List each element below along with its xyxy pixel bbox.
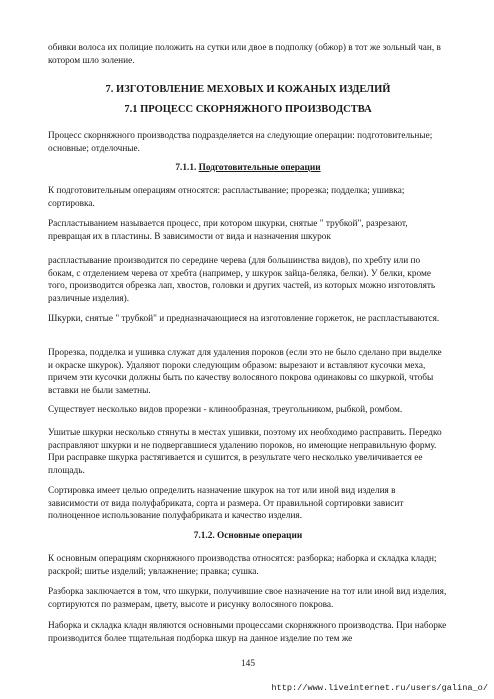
intro-paragraph: обивки волоса их полицие положить на сутки или двое в подполку (обжор) в тот же зольный чан, в котором шло золение. <box>48 43 441 66</box>
naborka-paragraph: Наборка и складка кладн являются основными процессами скорняжного производства. При наборке производится более тщательная подборка шкур на данное изделие по тем же <box>48 621 447 644</box>
prep-heading-number: 7.1.1. <box>175 163 199 173</box>
footer-url-link[interactable]: http://www.liveinternet.ru/users/galina_o/ <box>271 683 488 693</box>
main-operations-heading <box>48 530 448 543</box>
section-heading: 7. ИЗГОТОВЛЕНИЕ МЕХОВЫХ И КОЖАНЫХ ИЗДЕЛИЙ <box>105 84 391 95</box>
rasplast-paragraph-2: распластывание производится по середине черева (для большинства видов), по хребту или по бокам, с отделением черева от хребта (например, у шкурок зайца-беляка, белки). У белки, кроме того, производится обрезка лап, хвостов, головки и других частей, из которых можно изготовлять различные изделия). <box>48 256 436 304</box>
main-heading-title: Основные операции <box>217 531 303 541</box>
prorezka-paragraph: Прорезка, подделка и ушивка служат для удаления пороков (если это не было сделано при выделке и окраске шкурок). Удаляют пороки следующим образом: вырезают и вставляют кусочки меха, причем эти кусочки должны быть по качеству волосяного покрова одинаковы со шкуркой, чтобы вставки не были заметны. <box>48 348 442 396</box>
razborka-paragraph: Разборка заключается в том, что шкурки, получившие свое назначение на тот или иной вид изделия, сортируются по размерам, цвету, высоте и рисунку волосяного покрова. <box>48 587 447 610</box>
page-number: 145 <box>241 659 255 669</box>
prep-operations-heading <box>48 162 448 175</box>
prep-list-paragraph: К подготовительным операциям относятся: распластывание; прорезка; подделка; ушивка; сортировка. <box>48 186 405 209</box>
ushivka-paragraph: Ушитые шкурки несколько стянуты в местах ушивки, поэтому их необходимо расправить. Передко расправляют шкурки и не подвергавшиеся удалению пороков, но имеющие неправильную форму. При расправке шкурка растягивается и сушится, в результате чего несколько увеличивается ее площадь. <box>48 428 442 476</box>
main-list-paragraph: К основным операциям скорняжного производства относятся: разборка; наборка и складка кладн; раскрой; шитье изделий; увлажнение; правка; сушка. <box>48 554 437 577</box>
main-heading-number: 7.1.2. <box>193 531 217 541</box>
sorting-paragraph: Сортировка имеет целью определить назначение шкурок на тот или иной вид изделия в зависимости от вида полуфабриката, сорта и размера. От правильной сортировки зависит полноценное использование полуфабриката и качество изделия. <box>48 486 404 522</box>
prep-heading-title: Подготовительные операции <box>198 163 321 173</box>
rasplast-paragraph-1: Распластыванием называется процесс, при котором шкурки, снятые " трубкой", разрезают, превращая их в пластины. В зависимости от вида и назначения шкурок <box>48 219 408 242</box>
skins-paragraph: Шкурки, снятые " трубкой" и предназначающиеся на изготовление горжеток, не распластываются. <box>48 314 440 324</box>
subsection-heading: 7.1 ПРОЦЕСС СКОРНЯЖНОГО ПРОИЗВОДСТВА <box>124 104 372 115</box>
process-paragraph: Процесс скорняжного производства подразделяется на следующие операции: подготовительные; основные; отделочные. <box>48 131 433 154</box>
cut-types-paragraph: Существует несколько видов прорезки - клинообразная, треугольником, рыбкой, ромбом. <box>48 405 403 415</box>
